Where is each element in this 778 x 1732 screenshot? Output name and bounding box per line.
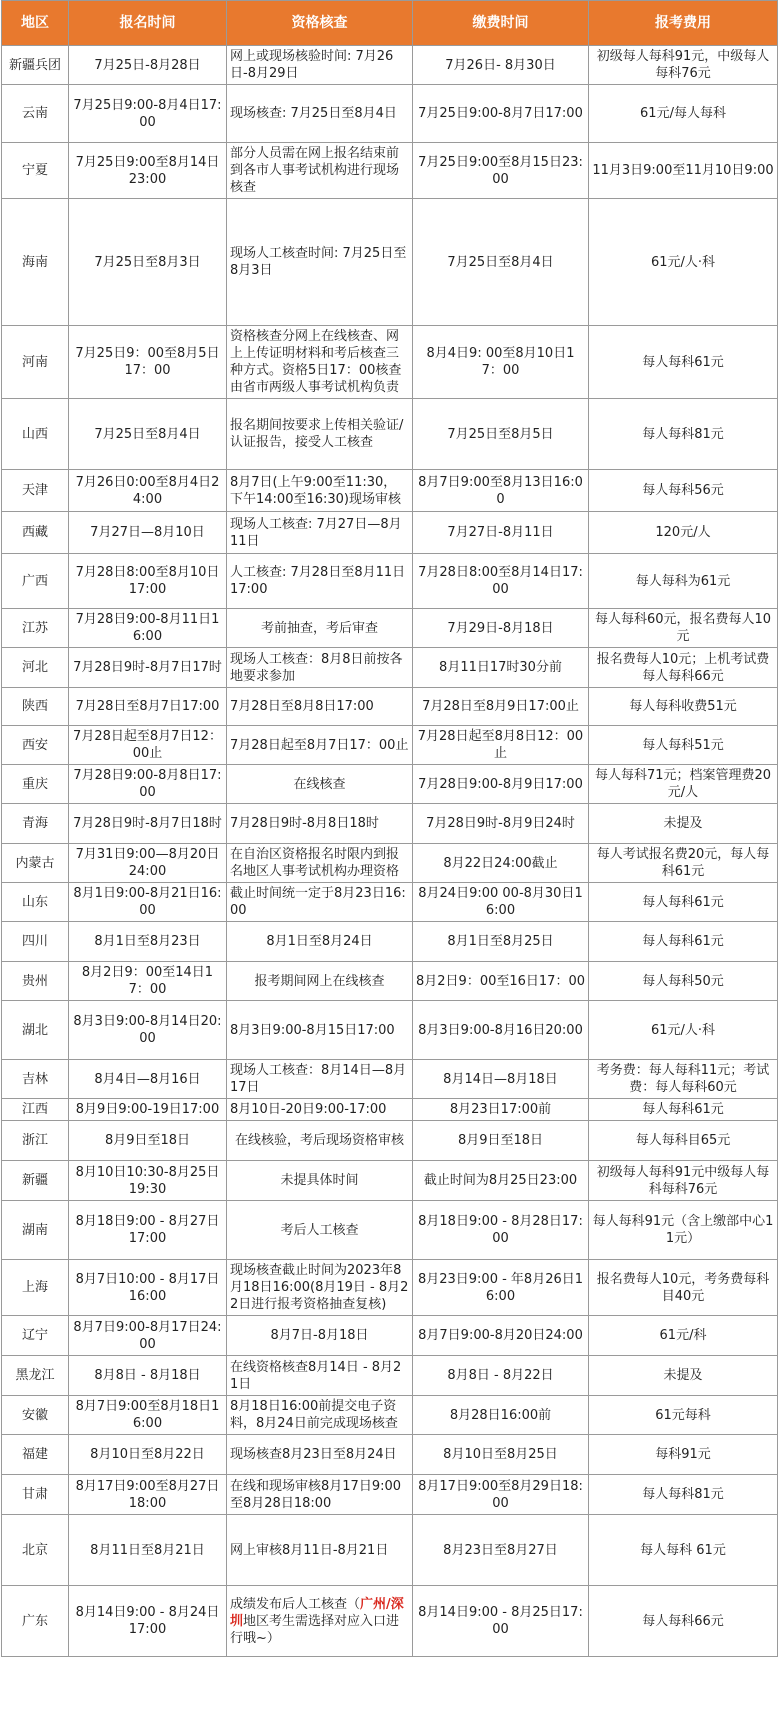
region-cell: 甘肃 xyxy=(2,1475,69,1515)
reg-time-cell: 7月25日9:00-8月4日17:00 xyxy=(69,85,227,143)
check-cell: 网上或现场核验时间: 7月26日-8月29日 xyxy=(227,46,413,85)
fee-cell: 每人每科61元 xyxy=(589,922,778,962)
check-cell: 7月28日9时-8月8日18时 xyxy=(227,804,413,844)
region-cell: 浙江 xyxy=(2,1121,69,1161)
table-row xyxy=(2,844,778,883)
reg-time-cell: 7月28日至8月7日17:00 xyxy=(69,688,227,726)
pay-time-cell: 8月1日至8月25日 xyxy=(413,922,589,962)
pay-time-cell: 7月26日- 8月30日 xyxy=(413,46,589,85)
check-cell: 资格核查分网上在线核查、网上上传证明材料和考后核查三种方式。资格5日17：00核查由省市两级人事考试机构负责 xyxy=(227,326,413,399)
reg-time-cell: 7月28日8:00至8月10日17:00 xyxy=(69,554,227,609)
check-cell: 在线资格核查8月14日 - 8月21日 xyxy=(227,1356,413,1396)
table-row xyxy=(2,326,778,399)
check-cell: 8月1日至8月24日 xyxy=(227,922,413,962)
region-cell: 北京 xyxy=(2,1515,69,1586)
region-cell: 江西 xyxy=(2,1099,69,1121)
table-row xyxy=(2,883,778,922)
reg-time-cell: 8月18日9:00 - 8月27日17:00 xyxy=(69,1201,227,1260)
reg-time-cell: 7月31日9:00—8月20日24:00 xyxy=(69,844,227,883)
table-row xyxy=(2,143,778,199)
column-header: 资格核查 xyxy=(227,1,413,46)
check-cell: 现场核查截止时间为2023年8月18日16:00(8月19日 - 8月22日进行报考资格抽查复核) xyxy=(227,1260,413,1316)
fee-cell: 61元每科 xyxy=(589,1396,778,1435)
fee-cell: 每人考试报名费20元，每人每科61元 xyxy=(589,844,778,883)
region-cell: 山西 xyxy=(2,399,69,470)
region-cell: 西安 xyxy=(2,726,69,765)
region-cell: 河南 xyxy=(2,326,69,399)
region-cell: 重庆 xyxy=(2,765,69,804)
reg-time-cell: 8月2日9：00至14日17：00 xyxy=(69,962,227,1001)
pay-time-cell: 7月25日至8月4日 xyxy=(413,199,589,326)
pay-time-cell: 7月29日-8月18日 xyxy=(413,609,589,648)
pay-time-cell: 8月17日9:00至8月29日18:00 xyxy=(413,1475,589,1515)
fee-cell: 报名费每人10元，考务费每科目40元 xyxy=(589,1260,778,1316)
fee-cell: 每人每科收费51元 xyxy=(589,688,778,726)
region-cell: 广东 xyxy=(2,1586,69,1657)
check-text-a: 成绩发布后人工核查（ xyxy=(230,1596,361,1612)
check-cell: 现场人工核查时间: 7月25日至8月3日 xyxy=(227,199,413,326)
region-cell: 辽宁 xyxy=(2,1316,69,1356)
fee-cell: 每人每科61元 xyxy=(589,1099,778,1121)
table-row xyxy=(2,1586,778,1657)
highlight-city-text: 广州/深圳 xyxy=(230,1596,404,1629)
region-cell: 海南 xyxy=(2,199,69,326)
check-cell: 现场人工核查：8月14日—8月17日 xyxy=(227,1060,413,1099)
table-row xyxy=(2,1356,778,1396)
reg-time-cell: 8月9日至18日 xyxy=(69,1121,227,1161)
pay-time-cell: 8月23日9:00 - 年8月26日16:00 xyxy=(413,1260,589,1316)
check-cell: 8月7日-8月18日 xyxy=(227,1316,413,1356)
check-cell: 7月28日至8月8日17:00 xyxy=(227,688,413,726)
table-row xyxy=(2,688,778,726)
fee-cell: 每人每科81元 xyxy=(589,1475,778,1515)
pay-time-cell: 7月28日8:00至8月14日17:00 xyxy=(413,554,589,609)
column-header: 报考费用 xyxy=(589,1,778,46)
reg-time-cell: 8月4日—8月16日 xyxy=(69,1060,227,1099)
table-row xyxy=(2,1201,778,1260)
region-cell: 吉林 xyxy=(2,1060,69,1099)
table-row xyxy=(2,512,778,554)
fee-cell: 初级每人每科91元中级每人每科每科76元 xyxy=(589,1161,778,1201)
region-cell: 云南 xyxy=(2,85,69,143)
region-cell: 陕西 xyxy=(2,688,69,726)
fee-cell: 每人每科51元 xyxy=(589,726,778,765)
reg-time-cell: 7月25日9：00至8月5日17：00 xyxy=(69,326,227,399)
check-cell: 8月3日9:00-8月15日17:00 xyxy=(227,1001,413,1060)
exam-registration-table xyxy=(1,0,778,1657)
table-row xyxy=(2,1060,778,1099)
check-cell: 在自治区资格报名时限内到报名地区人事考试机构办理资格 xyxy=(227,844,413,883)
fee-cell: 61元/每人每科 xyxy=(589,85,778,143)
reg-time-cell: 7月27日—8月10日 xyxy=(69,512,227,554)
pay-time-cell: 8月9日至18日 xyxy=(413,1121,589,1161)
pay-time-cell: 8月8日 - 8月22日 xyxy=(413,1356,589,1396)
reg-time-cell: 8月10日10:30-8月25日19:30 xyxy=(69,1161,227,1201)
region-cell: 新疆 xyxy=(2,1161,69,1201)
pay-time-cell: 7月25日9:00-8月7日17:00 xyxy=(413,85,589,143)
check-cell: 在线核验，考后现场资格审核 xyxy=(227,1121,413,1161)
reg-time-cell: 7月28日起至8月7日12：00止 xyxy=(69,726,227,765)
pay-time-cell: 截止时间为8月25日23:00 xyxy=(413,1161,589,1201)
table-row xyxy=(2,804,778,844)
fee-cell: 11月3日9:00至11月10日9:00 xyxy=(589,143,778,199)
pay-time-cell: 8月23日17:00前 xyxy=(413,1099,589,1121)
region-cell: 天津 xyxy=(2,470,69,512)
check-cell: 考前抽查，考后审查 xyxy=(227,609,413,648)
region-cell: 福建 xyxy=(2,1435,69,1475)
check-cell: 现场核查: 7月25日至8月4日 xyxy=(227,85,413,143)
fee-cell: 每人每科50元 xyxy=(589,962,778,1001)
table-row xyxy=(2,554,778,609)
fee-cell: 每人每科56元 xyxy=(589,470,778,512)
fee-cell: 报名费每人10元；上机考试费每人每科66元 xyxy=(589,648,778,688)
region-cell: 内蒙古 xyxy=(2,844,69,883)
reg-time-cell: 8月11日至8月21日 xyxy=(69,1515,227,1586)
reg-time-cell: 8月14日9:00 - 8月24日17:00 xyxy=(69,1586,227,1657)
check-text-b: 地区考生需选择对应入口进行哦~） xyxy=(230,1613,400,1646)
table-row xyxy=(2,1316,778,1356)
pay-time-cell: 7月25日9:00至8月15日23:00 xyxy=(413,143,589,199)
pay-time-cell: 8月14日9:00 - 8月25日17:00 xyxy=(413,1586,589,1657)
fee-cell: 每人每科66元 xyxy=(589,1586,778,1657)
fee-cell: 每人每科71元；档案管理费20元/人 xyxy=(589,765,778,804)
fee-cell: 未提及 xyxy=(589,1356,778,1396)
pay-time-cell: 8月14日—8月18日 xyxy=(413,1060,589,1099)
table-row xyxy=(2,46,778,85)
region-cell: 黑龙江 xyxy=(2,1356,69,1396)
region-cell: 四川 xyxy=(2,922,69,962)
fee-cell: 每人每科91元（含上缴部中心11元） xyxy=(589,1201,778,1260)
pay-time-cell: 8月18日9:00 - 8月28日17:00 xyxy=(413,1201,589,1260)
fee-cell: 每人每科目65元 xyxy=(589,1121,778,1161)
table-row xyxy=(2,1435,778,1475)
reg-time-cell: 7月28日9时-8月7日18时 xyxy=(69,804,227,844)
fee-cell: 每科91元 xyxy=(589,1435,778,1475)
table-row xyxy=(2,1515,778,1586)
table-row xyxy=(2,85,778,143)
pay-time-cell: 8月7日9:00至8月13日16:00 xyxy=(413,470,589,512)
check-cell: 考后人工核查 xyxy=(227,1201,413,1260)
reg-time-cell: 7月25日-8月28日 xyxy=(69,46,227,85)
pay-time-cell: 7月27日-8月11日 xyxy=(413,512,589,554)
region-cell: 上海 xyxy=(2,1260,69,1316)
pay-time-cell: 8月11日17时30分前 xyxy=(413,648,589,688)
reg-time-cell: 7月26日0:00至8月4日24:00 xyxy=(69,470,227,512)
table-row xyxy=(2,765,778,804)
region-cell: 湖南 xyxy=(2,1201,69,1260)
region-cell: 新疆兵团 xyxy=(2,46,69,85)
region-cell: 广西 xyxy=(2,554,69,609)
column-header: 缴费时间 xyxy=(413,1,589,46)
pay-time-cell: 8月24日9:00 00-8月30日16:00 xyxy=(413,883,589,922)
fee-cell: 每人每科为61元 xyxy=(589,554,778,609)
fee-cell: 每人每科 61元 xyxy=(589,1515,778,1586)
table-row xyxy=(2,1475,778,1515)
pay-time-cell: 7月28日9时-8月9日24时 xyxy=(413,804,589,844)
region-cell: 湖北 xyxy=(2,1001,69,1060)
table-body xyxy=(2,46,778,1657)
reg-time-cell: 7月25日至8月4日 xyxy=(69,399,227,470)
fee-cell: 61元/人·科 xyxy=(589,199,778,326)
reg-time-cell: 7月28日9:00-8月8日17:00 xyxy=(69,765,227,804)
reg-time-cell: 7月28日9:00-8月11日16:00 xyxy=(69,609,227,648)
table-row xyxy=(2,1260,778,1316)
table-row xyxy=(2,962,778,1001)
check-cell: 截止时间统一定于8月23日16:00 xyxy=(227,883,413,922)
fee-cell: 61元/人·科 xyxy=(589,1001,778,1060)
region-cell: 西藏 xyxy=(2,512,69,554)
pay-time-cell: 8月10日至8月25日 xyxy=(413,1435,589,1475)
reg-time-cell: 8月1日至8月23日 xyxy=(69,922,227,962)
fee-cell: 每人每科61元 xyxy=(589,326,778,399)
check-cell: 在线核查 xyxy=(227,765,413,804)
check-cell: 报考期间网上在线核查 xyxy=(227,962,413,1001)
reg-time-cell: 8月8日 - 8月18日 xyxy=(69,1356,227,1396)
check-cell: 现场核查8月23日至8月24日 xyxy=(227,1435,413,1475)
region-cell: 山东 xyxy=(2,883,69,922)
column-header: 地区 xyxy=(2,1,69,46)
check-cell: 7月28日起至8月7日17：00止 xyxy=(227,726,413,765)
table-row xyxy=(2,1161,778,1201)
reg-time-cell: 8月7日10:00 - 8月17日16:00 xyxy=(69,1260,227,1316)
reg-time-cell: 8月3日9:00-8月14日20:00 xyxy=(69,1001,227,1060)
table-row xyxy=(2,922,778,962)
pay-time-cell: 7月28日至8月9日17:00止 xyxy=(413,688,589,726)
pay-time-cell: 8月4日9: 00至8月10日17：00 xyxy=(413,326,589,399)
region-cell: 青海 xyxy=(2,804,69,844)
pay-time-cell: 8月2日9：00至16日17：00 xyxy=(413,962,589,1001)
pay-time-cell: 8月3日9:00-8月16日20:00 xyxy=(413,1001,589,1060)
table-row xyxy=(2,470,778,512)
check-cell: 8月18日16:00前提交电子资料，8月24日前完成现场核查 xyxy=(227,1396,413,1435)
pay-time-cell: 8月23日至8月27日 xyxy=(413,1515,589,1586)
table-row xyxy=(2,726,778,765)
region-cell: 河北 xyxy=(2,648,69,688)
reg-time-cell: 8月7日9:00至8月18日16:00 xyxy=(69,1396,227,1435)
reg-time-cell: 8月1日9:00-8月21日16:00 xyxy=(69,883,227,922)
reg-time-cell: 8月7日9:00-8月17日24:00 xyxy=(69,1316,227,1356)
region-cell: 江苏 xyxy=(2,609,69,648)
fee-cell: 初级每人每科91元，中级每人每科76元 xyxy=(589,46,778,85)
check-cell: 人工核查: 7月28日至8月11日17:00 xyxy=(227,554,413,609)
fee-cell: 考务费：每人每科11元；考试费：每人每科60元 xyxy=(589,1060,778,1099)
check-cell xyxy=(227,1586,413,1657)
pay-time-cell: 8月28日16:00前 xyxy=(413,1396,589,1435)
fee-cell: 未提及 xyxy=(589,804,778,844)
region-cell: 安徽 xyxy=(2,1396,69,1435)
reg-time-cell: 7月28日9时-8月7日17时 xyxy=(69,648,227,688)
column-header: 报名时间 xyxy=(69,1,227,46)
pay-time-cell: 7月28日起至8月8日12：00止 xyxy=(413,726,589,765)
table-row xyxy=(2,199,778,326)
region-cell: 宁夏 xyxy=(2,143,69,199)
check-cell: 现场人工核查：8月8日前按各地要求参加 xyxy=(227,648,413,688)
fee-cell: 每人每科60元，报名费每人10元 xyxy=(589,609,778,648)
table-row xyxy=(2,399,778,470)
pay-time-cell: 8月22日24:00截止 xyxy=(413,844,589,883)
reg-time-cell: 7月25日9:00至8月14日23:00 xyxy=(69,143,227,199)
reg-time-cell: 8月10日至8月22日 xyxy=(69,1435,227,1475)
pay-time-cell: 7月28日9:00-8月9日17:00 xyxy=(413,765,589,804)
pay-time-cell: 7月25日至8月5日 xyxy=(413,399,589,470)
fee-cell: 120元/人 xyxy=(589,512,778,554)
check-cell: 未提具体时间 xyxy=(227,1161,413,1201)
table-row xyxy=(2,1121,778,1161)
check-cell: 网上审核8月11日-8月21日 xyxy=(227,1515,413,1586)
table-row xyxy=(2,1001,778,1060)
check-cell: 8月7日(上午9:00至11:30，下午14:00至16:30)现场审核 xyxy=(227,470,413,512)
check-cell: 现场人工核查: 7月27日—8月11日 xyxy=(227,512,413,554)
check-cell: 报名期间按要求上传相关验证/认证报告，接受人工核查 xyxy=(227,399,413,470)
fee-cell: 每人每科81元 xyxy=(589,399,778,470)
reg-time-cell: 8月9日9:00-19日17:00 xyxy=(69,1099,227,1121)
table-row xyxy=(2,609,778,648)
fee-cell: 每人每科61元 xyxy=(589,883,778,922)
region-cell: 贵州 xyxy=(2,962,69,1001)
fee-cell: 61元/科 xyxy=(589,1316,778,1356)
table-header-row xyxy=(2,1,778,46)
reg-time-cell: 8月17日9:00至8月27日18:00 xyxy=(69,1475,227,1515)
check-cell: 部分人员需在网上报名结束前到各市人事考试机构进行现场核查 xyxy=(227,143,413,199)
table-row xyxy=(2,648,778,688)
reg-time-cell: 7月25日至8月3日 xyxy=(69,199,227,326)
table-row xyxy=(2,1099,778,1121)
table-row xyxy=(2,1396,778,1435)
check-cell: 8月10日-20日9:00-17:00 xyxy=(227,1099,413,1121)
check-cell: 在线和现场审核8月17日9:00至8月28日18:00 xyxy=(227,1475,413,1515)
pay-time-cell: 8月7日9:00-8月20日24:00 xyxy=(413,1316,589,1356)
